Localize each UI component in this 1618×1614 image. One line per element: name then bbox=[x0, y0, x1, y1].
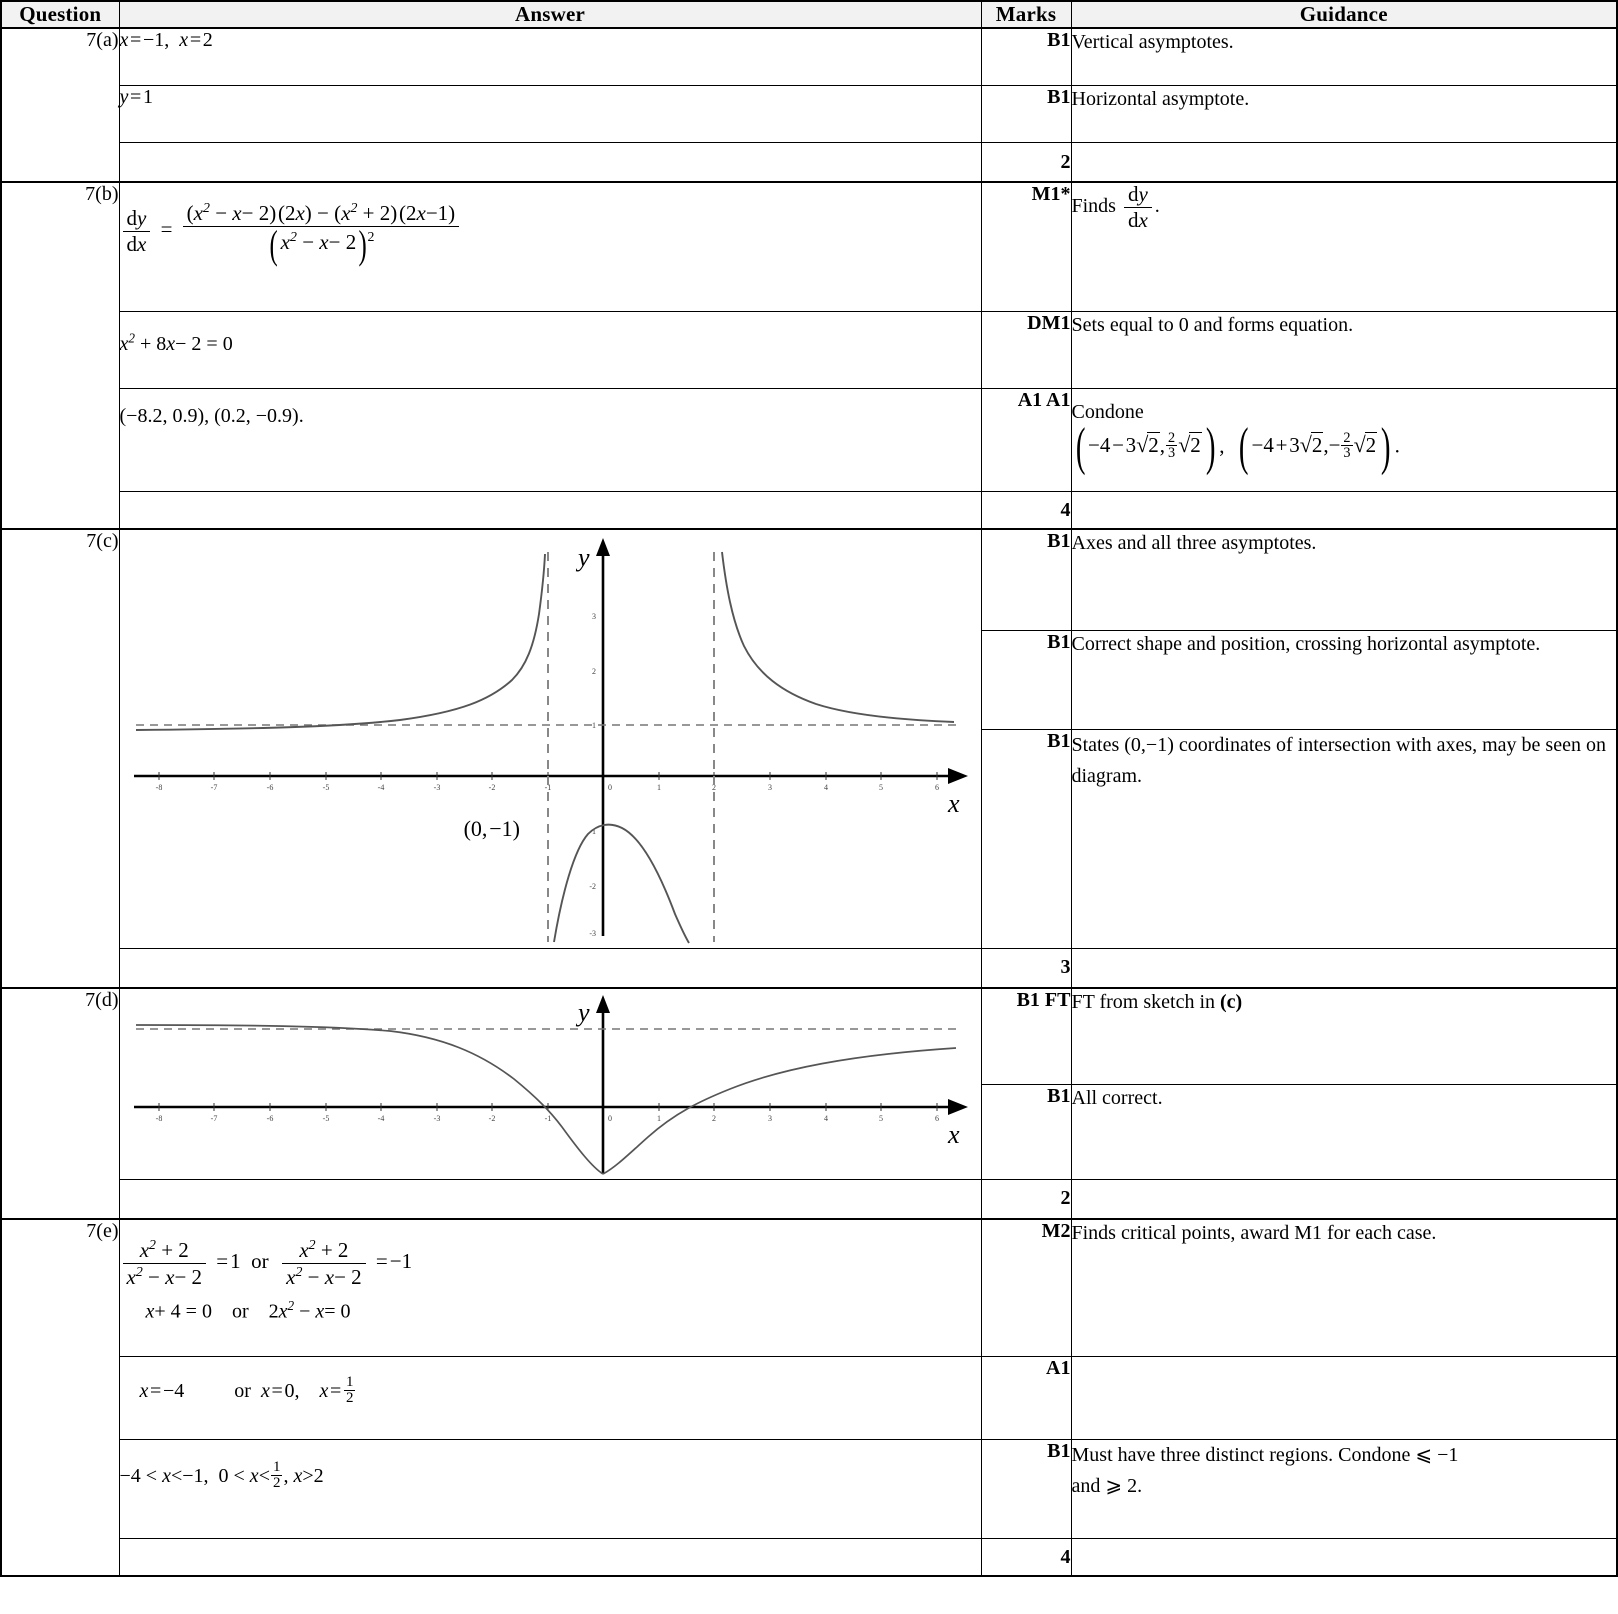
guidance-7a-1: Vertical asymptotes. bbox=[1071, 28, 1617, 86]
answer-7b-derivative: $\frac{dy}{dx}$ = $\frac{(x^2 - x- 2) (2x) - (x^2 + 2) (2x-1)}{( x^2 - x- 2)^2}$ bbox=[119, 182, 981, 312]
guidance-7a-2: Horizontal asymptote. bbox=[1071, 86, 1617, 143]
svg-text:6: 6 bbox=[934, 783, 939, 792]
guidance-7e-1: Finds critical points, award M1 for each case. bbox=[1071, 1219, 1617, 1357]
marks-7c-2: B1 bbox=[981, 630, 1071, 729]
guidance-7b-3-line1: Condone bbox=[1071, 401, 1144, 423]
guidance-7b-blank bbox=[1071, 492, 1617, 530]
guidance-7b-3-line2: ( −4 − 3√2, $\frac{2}{3}$ √2) , ( −4 + 3√2,− $\frac{2}{3}$ √2) . bbox=[1075, 417, 1400, 476]
guidance-7d-2: All correct. bbox=[1071, 1085, 1617, 1180]
svg-text:5: 5 bbox=[878, 783, 883, 792]
answer-7c-graph-cell bbox=[119, 529, 981, 949]
total-marks-7c: 3 bbox=[981, 949, 1071, 989]
guidance-7d-1-prefix: FT from sketch in bbox=[1071, 991, 1221, 1013]
graph-7d bbox=[130, 993, 975, 1175]
guidance-7b-2: Sets equal to 0 and forms equation. bbox=[1071, 312, 1617, 389]
svg-text:-6: -6 bbox=[266, 783, 273, 792]
question-label-7c: 7(c) bbox=[1, 529, 119, 988]
guidance-7d-1-ref: (c) bbox=[1220, 991, 1243, 1013]
svg-text:0: 0 bbox=[607, 1114, 612, 1123]
table-row-total bbox=[1, 492, 1617, 530]
table-row-total bbox=[1, 949, 1617, 989]
graph-7c-curve-middle bbox=[554, 825, 689, 943]
answer-7a-blank bbox=[119, 143, 981, 183]
svg-text:-3: -3 bbox=[433, 783, 440, 792]
svg-text:2: 2 bbox=[711, 1114, 716, 1123]
answer-7e-2: x = −4 or x = 0, x = $\frac{1}{2}$ bbox=[119, 1357, 981, 1440]
table-row bbox=[1, 312, 1617, 389]
table-row bbox=[1, 1357, 1617, 1440]
answer-7a-2: y = 1 bbox=[119, 86, 981, 143]
graph-7c-asymptotes bbox=[136, 552, 960, 942]
svg-text:-2: -2 bbox=[488, 783, 495, 792]
svg-text:-5: -5 bbox=[322, 1114, 329, 1123]
answer-7e-blank bbox=[119, 1539, 981, 1577]
svg-text:2: 2 bbox=[711, 783, 716, 792]
svg-text:3: 3 bbox=[591, 612, 596, 621]
svg-text:-6: -6 bbox=[266, 1114, 273, 1123]
answer-7d-blank bbox=[119, 1180, 981, 1220]
marks-7e-3: B1 bbox=[981, 1440, 1071, 1539]
guidance-7c-1: Axes and all three asymptotes. bbox=[1071, 529, 1617, 630]
total-marks-7b: 4 bbox=[981, 492, 1071, 530]
table-row bbox=[1, 529, 1617, 630]
svg-text:-2: -2 bbox=[488, 1114, 495, 1123]
table-row bbox=[1, 988, 1617, 1085]
table-row bbox=[1, 1440, 1617, 1539]
marks-7e-2: A1 bbox=[981, 1357, 1071, 1440]
table-row-total bbox=[1, 143, 1617, 183]
total-marks-7a: 2 bbox=[981, 143, 1071, 183]
guidance-7b-1-period: . bbox=[1154, 194, 1160, 217]
graph-7d-curve-left bbox=[136, 1025, 603, 1174]
table-row bbox=[1, 182, 1617, 312]
graph-7c-point-label: (0, −1) bbox=[463, 816, 520, 841]
marks-7b-3: A1 A1 bbox=[981, 389, 1071, 492]
marks-7e-1: M2 bbox=[981, 1219, 1071, 1357]
table-row bbox=[1, 389, 1617, 492]
question-label-7d: 7(d) bbox=[1, 988, 119, 1219]
svg-text:0: 0 bbox=[607, 783, 612, 792]
graph-7c-axes bbox=[134, 538, 968, 936]
guidance-7a-blank bbox=[1071, 143, 1617, 183]
answer-7b-equation: $x^2 + 8x- 2 = 0$ bbox=[119, 312, 981, 389]
svg-text:2: 2 bbox=[591, 667, 596, 676]
svg-text:1: 1 bbox=[591, 721, 596, 730]
answer-7d-graph-cell bbox=[119, 988, 981, 1180]
svg-text:-1: -1 bbox=[544, 783, 551, 792]
table-row-total bbox=[1, 1180, 1617, 1220]
marks-7d-2: B1 bbox=[981, 1085, 1071, 1180]
svg-text:1: 1 bbox=[656, 1114, 661, 1123]
answer-7b-coords: (−8.2, 0.9), (0.2, −0.9). bbox=[119, 389, 981, 492]
svg-text:5: 5 bbox=[878, 1114, 883, 1123]
svg-text:4: 4 bbox=[823, 783, 828, 792]
graph-7d-xlabel: x bbox=[947, 1120, 960, 1149]
svg-text:-1: -1 bbox=[544, 1114, 551, 1123]
svg-text:-8: -8 bbox=[155, 783, 162, 792]
marks-7d-1: B1 FT bbox=[981, 988, 1071, 1085]
total-marks-7d: 2 bbox=[981, 1180, 1071, 1220]
question-label-7b: 7(b) bbox=[1, 182, 119, 529]
graph-7c bbox=[130, 534, 975, 944]
guidance-7c-blank bbox=[1071, 949, 1617, 989]
column-header-guidance: Guidance bbox=[1071, 1, 1617, 28]
header-row bbox=[1, 1, 1617, 28]
guidance-7e-3-line2: and ⩾ 2. bbox=[1071, 1475, 1143, 1497]
graph-7c-xlabel: x bbox=[947, 789, 960, 818]
guidance-7e-3-line1: Must have three distinct regions. Condone ⩽ −1 bbox=[1071, 1444, 1459, 1466]
marks-7a-2: B1 bbox=[981, 86, 1071, 143]
svg-text:-3: -3 bbox=[588, 929, 596, 938]
marks-7a-1: B1 bbox=[981, 28, 1071, 86]
graph-7d-xtick-labels bbox=[155, 1114, 938, 1123]
svg-text:-1: -1 bbox=[588, 827, 596, 836]
table-row bbox=[1, 86, 1617, 143]
graph-7c-curve-left bbox=[136, 554, 545, 730]
table-row bbox=[1, 1219, 1617, 1357]
graph-7c-curve-right bbox=[722, 552, 954, 722]
svg-text:-3: -3 bbox=[433, 1114, 440, 1123]
guidance-7d-blank bbox=[1071, 1180, 1617, 1220]
column-header-marks: Marks bbox=[981, 1, 1071, 28]
svg-text:-4: -4 bbox=[377, 1114, 384, 1123]
table-header bbox=[1, 1, 1617, 28]
answer-7e-line2: x+ 4 = 0 or $2x^2 - x= 0$ bbox=[145, 1298, 351, 1323]
graph-7d-ylabel: y bbox=[577, 998, 590, 1027]
marks-7b-2: DM1 bbox=[981, 312, 1071, 389]
svg-text:-8: -8 bbox=[155, 1114, 162, 1123]
guidance-7d-1 bbox=[1071, 988, 1617, 1085]
guidance-7e-3 bbox=[1071, 1440, 1617, 1539]
svg-text:6: 6 bbox=[934, 1114, 939, 1123]
guidance-7c-2: Correct shape and position, crossing horizontal asymptote. bbox=[1071, 630, 1617, 729]
question-label-7e: 7(e) bbox=[1, 1219, 119, 1576]
guidance-7c-3: States (0,−1) coordinates of intersection with axes, may be seen on diagram. bbox=[1071, 730, 1617, 949]
answer-7b-blank bbox=[119, 492, 981, 530]
graph-7c-ylabel: y bbox=[577, 543, 590, 572]
table-row bbox=[1, 28, 1617, 86]
guidance-7b-3 bbox=[1071, 389, 1617, 492]
marks-7b-1: M1* bbox=[981, 182, 1071, 312]
answer-7e-3: −4 < x<−1, 0 < x< $\frac{1}{2}$ , x>2 bbox=[119, 1440, 981, 1539]
answer-7c-blank bbox=[119, 949, 981, 989]
table-row-total bbox=[1, 1539, 1617, 1577]
svg-text:-4: -4 bbox=[377, 783, 384, 792]
guidance-7b-1: Finds $\frac{dy}{dx}$ . bbox=[1071, 182, 1617, 312]
question-label-7a: 7(a) bbox=[1, 28, 119, 182]
marks-7c-1: B1 bbox=[981, 529, 1071, 630]
svg-text:3: 3 bbox=[767, 1114, 772, 1123]
answer-7e-1 bbox=[119, 1219, 981, 1357]
marks-7c-3: B1 bbox=[981, 730, 1071, 949]
guidance-7b-1-text: Finds bbox=[1071, 194, 1116, 217]
answer-7a-1: x = −1, x = 2 bbox=[119, 28, 981, 86]
svg-text:-7: -7 bbox=[210, 1114, 217, 1123]
guidance-7e-2 bbox=[1071, 1357, 1617, 1440]
graph-7d-svg bbox=[130, 993, 970, 1175]
svg-text:-5: -5 bbox=[322, 783, 329, 792]
total-marks-7e: 4 bbox=[981, 1539, 1071, 1577]
guidance-7e-blank bbox=[1071, 1539, 1617, 1577]
svg-text:1: 1 bbox=[656, 783, 661, 792]
graph-7d-curve-right bbox=[603, 1048, 956, 1174]
column-header-answer: Answer bbox=[119, 1, 981, 28]
graph-7d-axes bbox=[134, 995, 968, 1173]
svg-text:-7: -7 bbox=[210, 783, 217, 792]
svg-text:-2: -2 bbox=[588, 882, 596, 891]
svg-text:3: 3 bbox=[767, 783, 772, 792]
column-header-question: Question bbox=[1, 1, 119, 28]
answer-7e-line1: $\frac{x^2 + 2}{x^2 - x- 2}$ =1 or $\frac{x^2 + 2}{x^2 - x- 2}$ =−1 bbox=[120, 1238, 981, 1288]
svg-text:4: 4 bbox=[823, 1114, 828, 1123]
graph-7c-svg bbox=[130, 534, 970, 944]
